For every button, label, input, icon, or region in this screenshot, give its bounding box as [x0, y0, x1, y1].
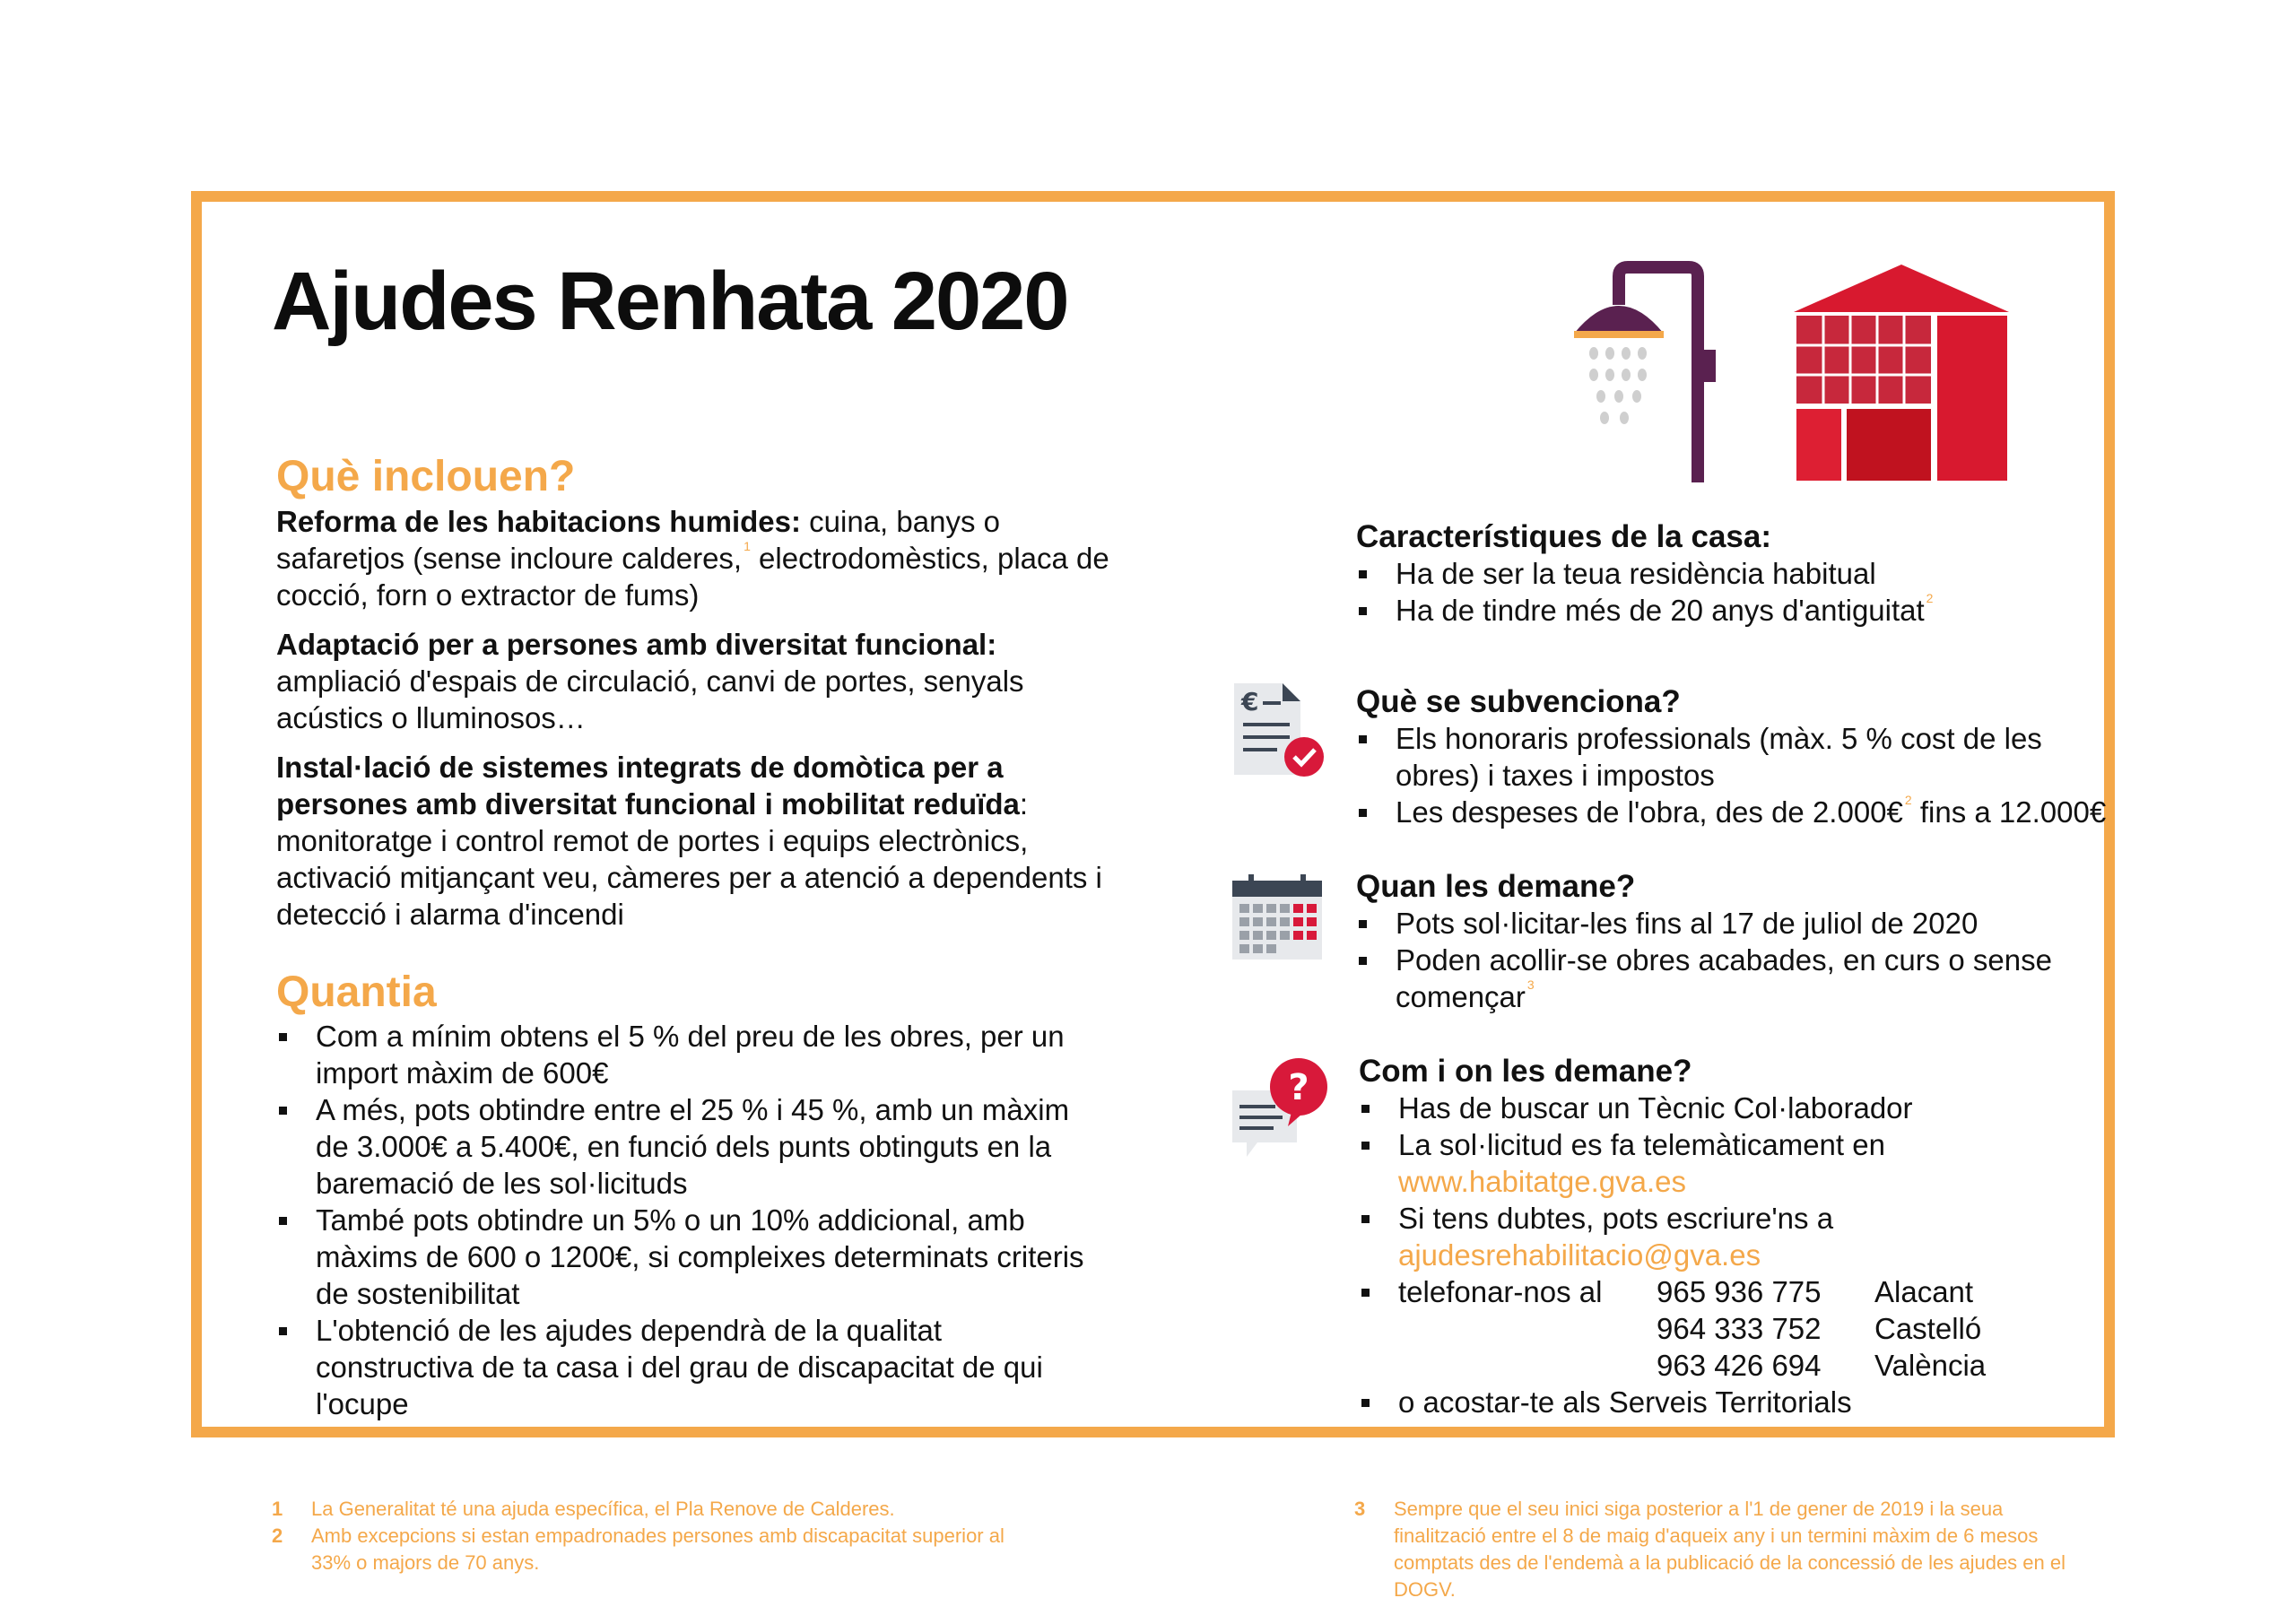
- phone-number: 963 426 694: [1657, 1349, 1822, 1382]
- quan-block: [1356, 868, 2127, 1015]
- page-title: Ajudes Renhata 2020: [272, 256, 1068, 347]
- list-item: Els honoraris professionals (màx. 5 % cost de les obres) i taxes i impostos: [1356, 720, 2127, 794]
- list-item: Les despeses de l'obra, des de 2.000€ $^2$ fins a 12.000€: [1356, 794, 2127, 830]
- list-item: Com a mínim obtens el 5 % del preu de les obres, per un import màxim de 600€: [276, 1018, 1101, 1091]
- habitatge-link[interactable]: www.habitatge.gva.es: [1398, 1165, 1687, 1198]
- phone-city: Alacant: [1874, 1275, 1974, 1308]
- casa-block: [1356, 518, 2038, 629]
- como-heading: Com i on les demane?: [1359, 1054, 1692, 1089]
- list-item: La sol·licitud es fa telemàticament en www.habitatge.gva.es: [1359, 1126, 2130, 1200]
- includes-heading: Què inclouen?: [276, 453, 576, 500]
- footnote: 3 Sempre que el seu inici siga posterior a l'1 de gener de 2019 i la seua finalització entre el 8 de maig d'aqueix any i un termini màxim de 6 mesos comptats des de l'endemà a la publicació de la concessió de les ajudes en el DOGV.: [1354, 1498, 2066, 1601]
- chat-question-icon: [1229, 1056, 1332, 1164]
- list-item: Ha de tindre més de 20 anys d'antiguitat $^2$: [1356, 592, 2038, 629]
- quantia-list: [276, 1018, 1101, 1422]
- subvenciona-heading: Què se subvenciona?: [1356, 684, 1681, 719]
- list-item: Si tens dubtes, pots escriure'ns a ajudesrehabilitacio@gva.es: [1359, 1200, 2130, 1273]
- casa-heading: Característiques de la casa:: [1356, 519, 1772, 554]
- includes-item: Reforma de les habitacions humides: cuina, banys o safaretjos (sense incloure calderes, $^1$ electrodomèstics, placa de cocció, forn o extractor de fums): [276, 505, 1109, 612]
- calendar-icon: [1231, 872, 1325, 961]
- list-item: Pots sol·licitar-les fins al 17 de juliol de 2020: [1356, 905, 2127, 942]
- includes-item: Adaptació per a persones amb diversitat funcional: ampliació d'espais de circulació, canvi de portes, senyals acústics o lluminosos…: [276, 628, 1024, 734]
- list-item: També pots obtindre un 5% o un 10% addicional, amb màxims de 600 o 1200€, si compleixes determinats criteris de sostenibilitat: [276, 1202, 1101, 1312]
- list-item: [1359, 1273, 2130, 1384]
- phone-number: 965 936 775: [1657, 1275, 1822, 1308]
- list-item: Has de buscar un Tècnic Col·laborador: [1359, 1090, 2130, 1126]
- svg-text:€: €: [1241, 687, 1259, 716]
- list-item: o acostar-te als Serveis Territorials: [1359, 1384, 2130, 1420]
- list-item: Poden acollir-se obres acabades, en curs o sense començar $^3$: [1356, 942, 2127, 1015]
- svg-text:?: ?: [1288, 1067, 1309, 1108]
- quantia-heading: Quantia: [276, 968, 437, 1016]
- subvenciona-block: [1356, 683, 2127, 830]
- footnote: 1 La Generalitat té una ajuda específica, el Pla Renove de Calderes.: [272, 1498, 895, 1520]
- quan-heading: Quan les demane?: [1356, 869, 1636, 904]
- house-icon: [1789, 260, 2013, 484]
- list-item: Ha de ser la teua residència habitual: [1356, 555, 2038, 592]
- footnotes-right: [1354, 1496, 2090, 1603]
- list-item: A més, pots obtindre entre el 25 % i 45 %, amb un màxim de 3.000€ a 5.400€, en funció dels punts obtinguts en la baremació de les sol·licituds: [276, 1091, 1101, 1202]
- shower-icon: [1538, 260, 1753, 484]
- phone-city: Castelló: [1874, 1312, 1982, 1345]
- footnote: 2 Amb excepcions si estan empadronades persones amb discapacitat superior al 33% o majors de 70 anys.: [272, 1524, 1004, 1574]
- phone-number: 964 333 752: [1657, 1312, 1822, 1345]
- como-block: [1359, 1053, 2130, 1420]
- includes-item: Instal·lació de sistemes integrats de domòtica per a persones amb diversitat funcional i mobilitat reduïda: monitoratge i control remot de portes i equips electrònics, activació mitjançant veu, càmeres per a atenció a dependents i detecció i alarma d'incendi: [276, 751, 1102, 931]
- email-link[interactable]: ajudesrehabilitacio@gva.es: [1398, 1238, 1761, 1272]
- phone-city: València: [1874, 1349, 1987, 1382]
- includes-block: [276, 503, 1110, 933]
- footnotes-left: [272, 1496, 1007, 1576]
- phone-label: telefonar-nos al: [1398, 1275, 1603, 1308]
- invoice-check-icon: [1231, 680, 1329, 783]
- list-item: L'obtenció de les ajudes dependrà de la qualitat constructiva de ta casa i del grau de discapacitat de qui l'ocupe: [276, 1312, 1101, 1422]
